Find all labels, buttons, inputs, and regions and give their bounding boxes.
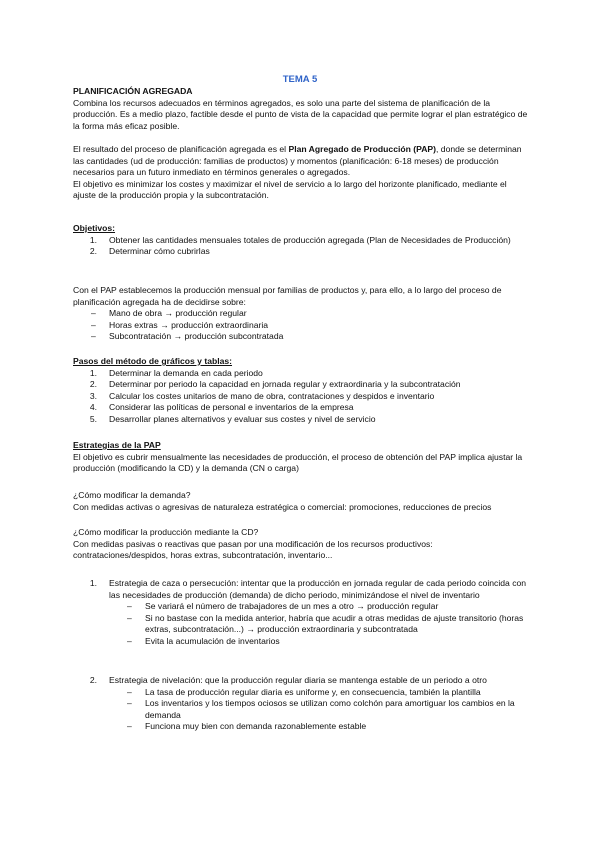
- demand-question: [73, 490, 529, 513]
- strategy-nivelacion: [73, 675, 529, 733]
- section-pap-decisions: [73, 285, 529, 343]
- list-number: 3.: [89, 390, 97, 401]
- answer: Con medidas activas o agresivas de naturaleza estratégica o comercial: promociones, reducciones de precios: [73, 501, 492, 512]
- list-item: [73, 391, 529, 403]
- list-text: Calcular los costes unitarios de mano de obra, contrataciones y despidos e inventario: [109, 390, 435, 401]
- list-item: [73, 402, 529, 414]
- list-text: Determinar la demanda en cada periodo: [109, 367, 263, 378]
- list-item: [73, 308, 529, 320]
- section-heading: Pasos del método de gráficos y tablas:: [73, 356, 233, 366]
- list-item: [73, 235, 529, 247]
- dash-bullet: –: [127, 601, 132, 612]
- paragraph: El objetivo es minimizar los costes y maximizar el nivel de servicio a lo largo del horizonte planificado, mediante el ajuste de la producción propia y la subcontratación.: [73, 178, 507, 201]
- section-heading: Objetivos:: [73, 223, 116, 233]
- sub-list-item: [73, 721, 529, 733]
- sub-list-item: [73, 601, 529, 613]
- paragraph: Con el PAP establecemos la producción mensual por familias de productos y, para ello, a lo largo del proceso de planificación agregada ha de decidirse sobre:: [73, 285, 502, 307]
- list-text: Si no bastase con la medida anterior, habría que acudir a otras medidas de ajuste transitorio (horas extras, subcontratación...) → producción extraordinaria y subcontratada: [145, 612, 524, 635]
- answer: Con medidas pasivas o reactivas que pasan por una modificación de los recursos productivos: contrataciones/despidos, horas extras, subcontratación, inventario...: [73, 538, 433, 561]
- paragraph: Combina los recursos adecuados en términos agregados, es solo una parte del sistema de planificación de la producción. Es a medio plazo, factible desde el punto de vista de la capacidad que permite lograr el plan estratégico de la forma más eficaz posible.: [73, 97, 528, 131]
- list-text: Desarrollar planes alternativos y evaluar sus costes y nivel de servicio: [109, 413, 376, 424]
- paragraph-text: El resultado del proceso de planificación agregada es el: [73, 144, 289, 154]
- list-item: [73, 578, 529, 601]
- section-planificacion: [73, 86, 529, 132]
- list-number: 1.: [89, 578, 97, 588]
- strategy-caza: [73, 578, 529, 648]
- list-item: [73, 331, 529, 343]
- list-text: La tasa de producción regular diaria es uniforme y, en consecuencia, también la plantilla: [145, 686, 481, 697]
- production-question: [73, 527, 529, 562]
- page-title: TEMA 5: [282, 74, 318, 85]
- list-text: Obtener las cantidades mensuales totales de producción agregada (Plan de Necesidades de Producción): [109, 234, 511, 245]
- list-number: 2.: [89, 246, 97, 257]
- list-number: 2.: [89, 379, 97, 390]
- list-number: 5.: [89, 413, 97, 424]
- dash-bullet: –: [127, 635, 132, 646]
- paragraph: El objetivo es cubrir mensualmente las necesidades de producción, el proceso de obtención del PAP implica ajustar la producción (modificando la CD) y la demanda (CN o carga): [73, 451, 523, 474]
- question: ¿Cómo modificar la producción mediante la CD?: [73, 527, 259, 537]
- list-text: Determinar por periodo la capacidad en jornada regular y extraordinaria y la subcontratación: [109, 379, 461, 390]
- section-pasos: [73, 356, 529, 426]
- section-estrategias: [73, 440, 529, 475]
- question: ¿Cómo modificar la demanda?: [73, 490, 191, 500]
- section-pap: [73, 144, 529, 202]
- sub-list-item: [73, 613, 529, 636]
- list-text: Evita la acumulación de inventarios: [145, 635, 280, 646]
- sub-list-item: [73, 636, 529, 648]
- list-number: 4.: [89, 402, 97, 413]
- list-text: Subcontratación → producción subcontratada: [109, 331, 284, 342]
- dash-bullet: –: [127, 612, 132, 623]
- paragraph-text: , donde se determinan las cantidades (ud de producción: familias de productos) y momentos (planificación: 6-18 meses) de producción necesarios para un futuro inmediato en términos generales o agregados.: [73, 144, 522, 178]
- list-text: Estrategia de caza o persecución: intentar que la producción en jornada regular de cada periodo coincida con las necesidades de producción (demanda) de dicho periodo, minimizándose el nivel de inventario: [109, 578, 527, 600]
- dash-bullet: –: [127, 686, 132, 697]
- dash-bullet: –: [91, 331, 96, 342]
- sub-list-item: [73, 698, 529, 721]
- list-number: 2.: [89, 675, 97, 685]
- list-text: Estrategia de nivelación: que la producción regular diaria se mantenga estable de un periodo a otro: [109, 675, 487, 685]
- paragraph: [73, 144, 529, 179]
- bold-term: Plan Agregado de Producción (PAP): [288, 144, 437, 154]
- sub-list-item: [73, 687, 529, 699]
- list-number: 1.: [89, 367, 97, 378]
- list-item: [73, 368, 529, 380]
- list-text: Se variará el número de trabajadores de un mes a otro → producción regular: [145, 601, 439, 612]
- list-text: Considerar las políticas de personal e inventarios de la empresa: [109, 402, 354, 413]
- dash-bullet: –: [91, 308, 96, 319]
- dash-bullet: –: [127, 721, 132, 732]
- dash-bullet: –: [91, 319, 96, 330]
- list-item: [73, 414, 529, 426]
- list-item: [73, 675, 529, 687]
- list-item: [73, 379, 529, 391]
- list-text: Funciona muy bien con demanda razonablemente estable: [145, 721, 367, 732]
- list-text: Horas extras → producción extraordinaria: [109, 319, 269, 330]
- list-text: Mano de obra → producción regular: [109, 308, 247, 319]
- list-number: 1.: [89, 234, 97, 245]
- section-heading: PLANIFICACIÓN AGREGADA: [73, 86, 193, 96]
- list-item: [73, 320, 529, 332]
- list-item: [73, 246, 529, 258]
- list-text: Los inventarios y los tiempos ociosos se utilizan como colchón para amortiguar los cambios en la demanda: [145, 698, 515, 720]
- dash-bullet: –: [127, 698, 132, 709]
- list-text: Determinar cómo cubrirlas: [109, 246, 210, 257]
- section-objetivos: [73, 223, 529, 258]
- section-heading: Estrategias de la PAP: [73, 440, 161, 450]
